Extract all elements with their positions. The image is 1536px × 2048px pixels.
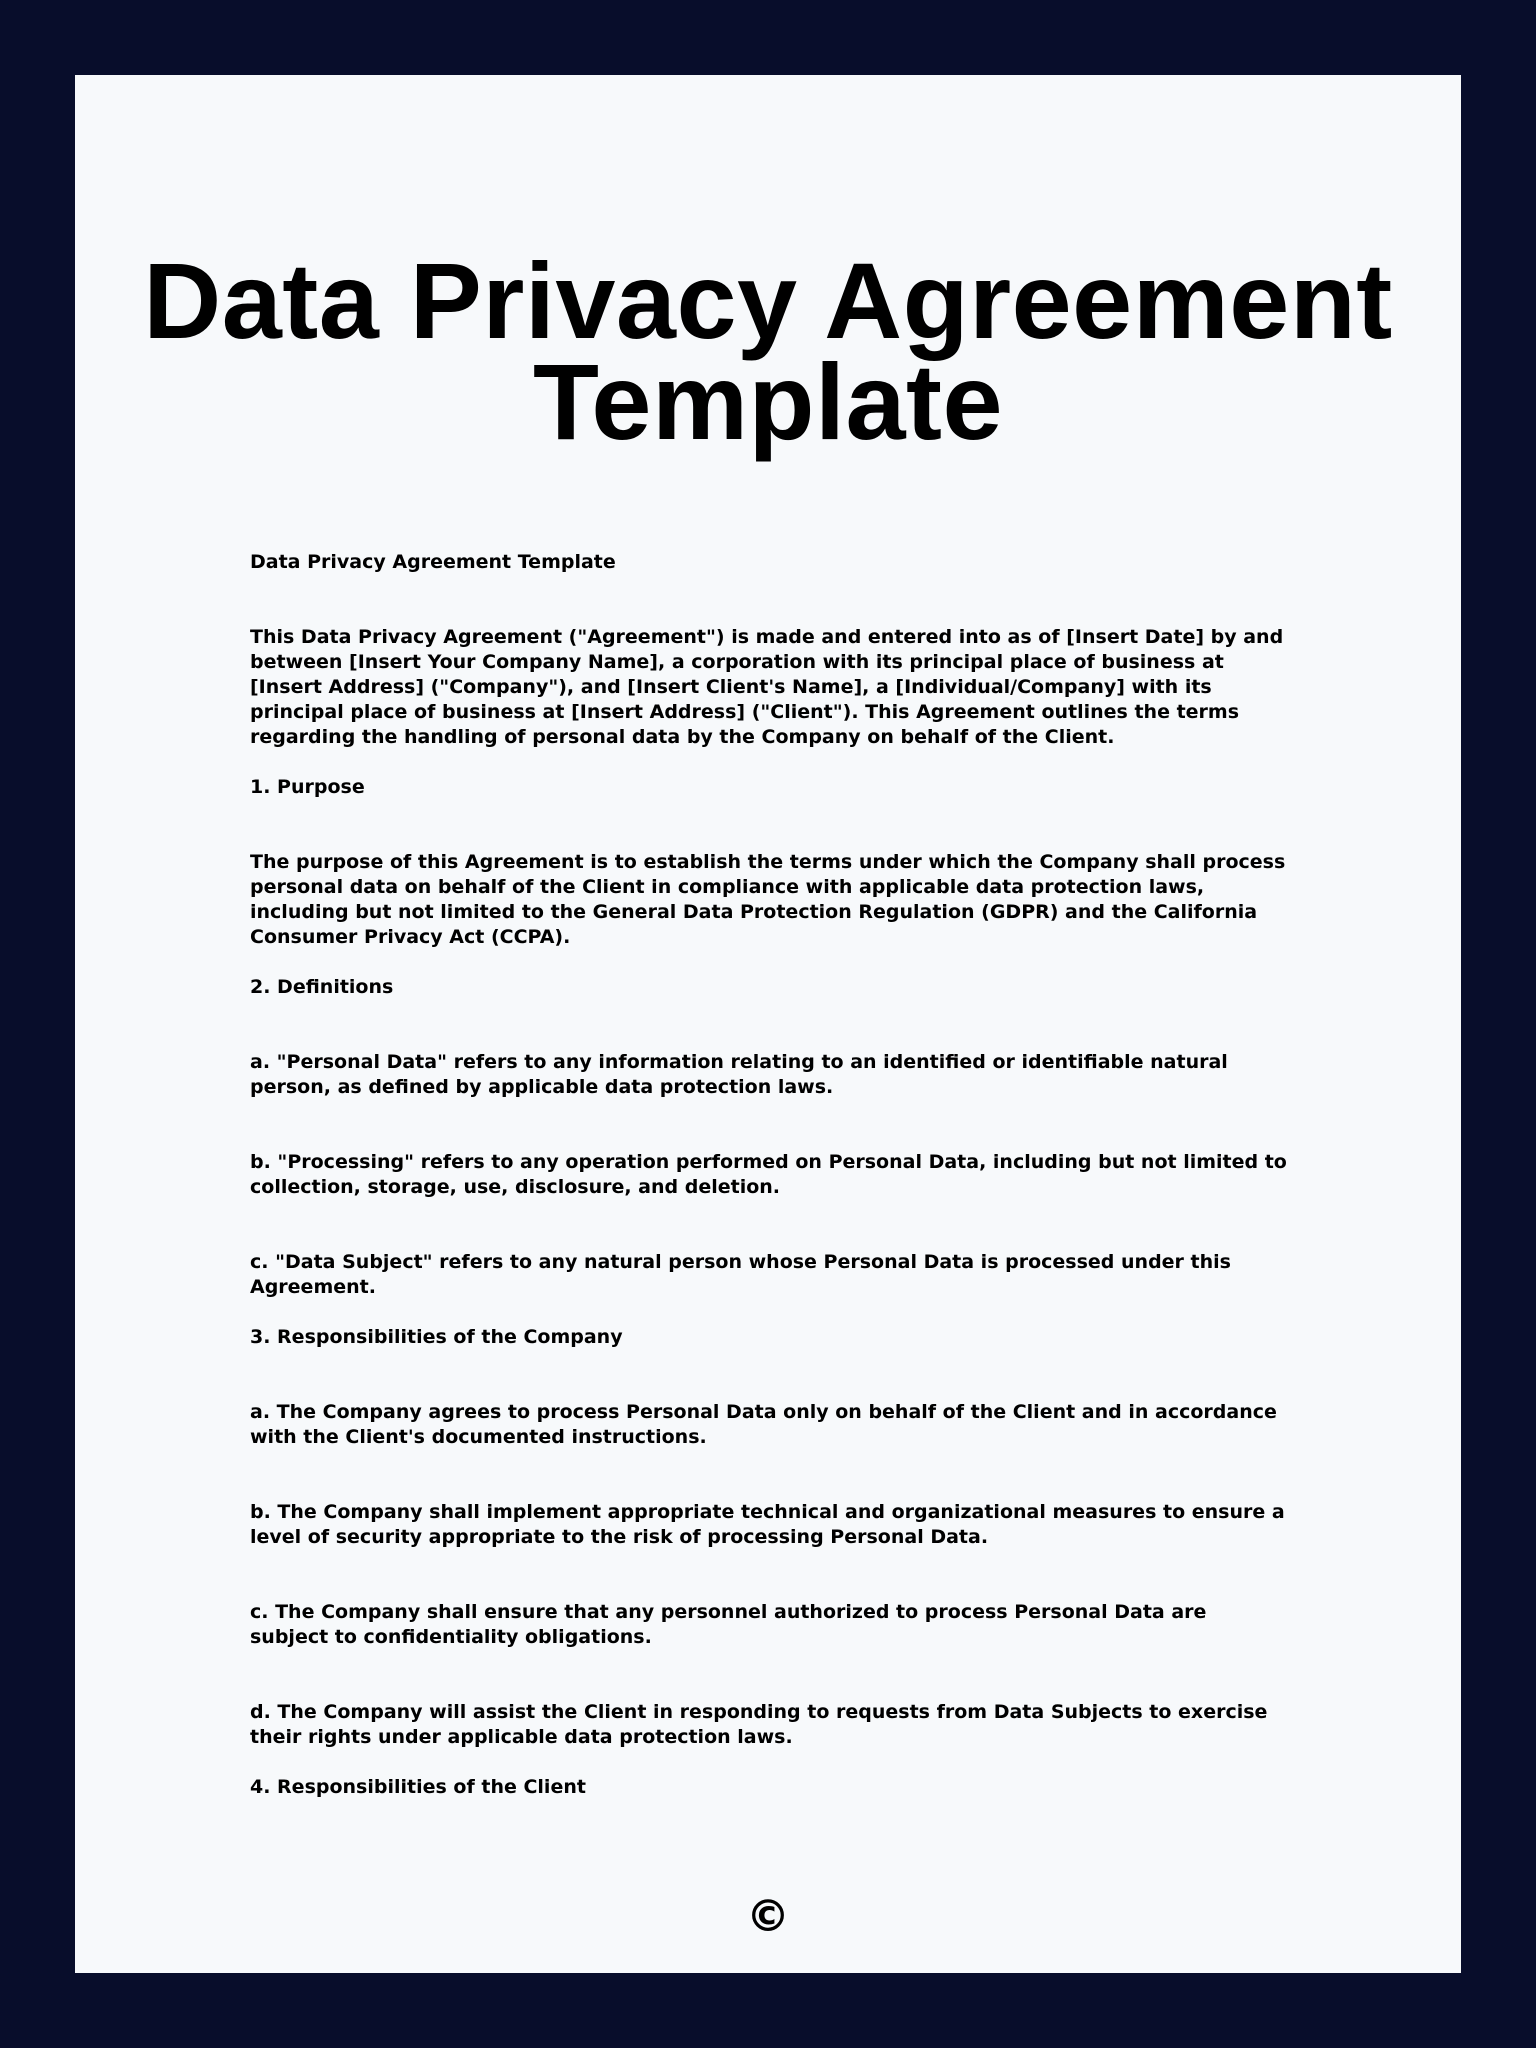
intro-paragraph: This Data Privacy Agreement ("Agreement") is made and entered into as of [Insert Date] by and between [Insert Your Company Name], a corporation with its principal place of business at [Insert Address] ("Company"), and [Insert Client's Name], a [Individual/Company] with its principal place of business at [Insert Address] ("Client"). This Agreement outlines the terms regarding the handling of personal data by the Company on behalf of the Client. <box>250 626 1284 748</box>
definition-personal-data: a. "Personal Data" refers to any information relating to an identified or identifiable natural person, as defined by applicable data protection laws. <box>250 1051 1228 1098</box>
section-heading-definitions: 2. Definitions <box>250 976 394 998</box>
document-page <box>75 75 1461 1973</box>
document-subtitle: Data Privacy Agreement Template <box>250 551 616 573</box>
company-responsibility-b: b. The Company shall implement appropriate technical and organizational measures to ensure a level of security appropriate to the risk of processing Personal Data. <box>250 1501 1285 1548</box>
section-heading-company-responsibilities: 3. Responsibilities of the Company <box>250 1326 623 1348</box>
copyright-icon: © <box>746 1891 790 1942</box>
company-responsibility-d: d. The Company will assist the Client in responding to requests from Data Subjects to exercise their rights under applicable data protection laws. <box>250 1701 1268 1748</box>
company-responsibility-a: a. The Company agrees to process Personal Data only on behalf of the Client and in accordance with the Client's documented instructions. <box>250 1401 1277 1448</box>
definition-processing: b. "Processing" refers to any operation performed on Personal Data, including but not limited to collection, storage, use, disclosure, and deletion. <box>250 1151 1287 1198</box>
company-responsibility-c: c. The Company shall ensure that any personnel authorized to process Personal Data are subject to confidentiality obligations. <box>250 1601 1207 1648</box>
definition-data-subject: c. "Data Subject" refers to any natural person whose Personal Data is processed under this Agreement. <box>250 1251 1231 1298</box>
document-body <box>250 550 1290 1800</box>
document-title: Data Privacy Agreement Template <box>143 240 1393 462</box>
purpose-paragraph: The purpose of this Agreement is to establish the terms under which the Company shall process personal data on behalf of the Client in compliance with applicable data protection laws, including but not limited to the General Data Protection Regulation (GDPR) and the California Consumer Privacy Act (CCPA). <box>250 851 1286 948</box>
section-heading-purpose: 1. Purpose <box>250 776 365 798</box>
section-heading-client-responsibilities: 4. Responsibilities of the Client <box>250 1776 586 1798</box>
